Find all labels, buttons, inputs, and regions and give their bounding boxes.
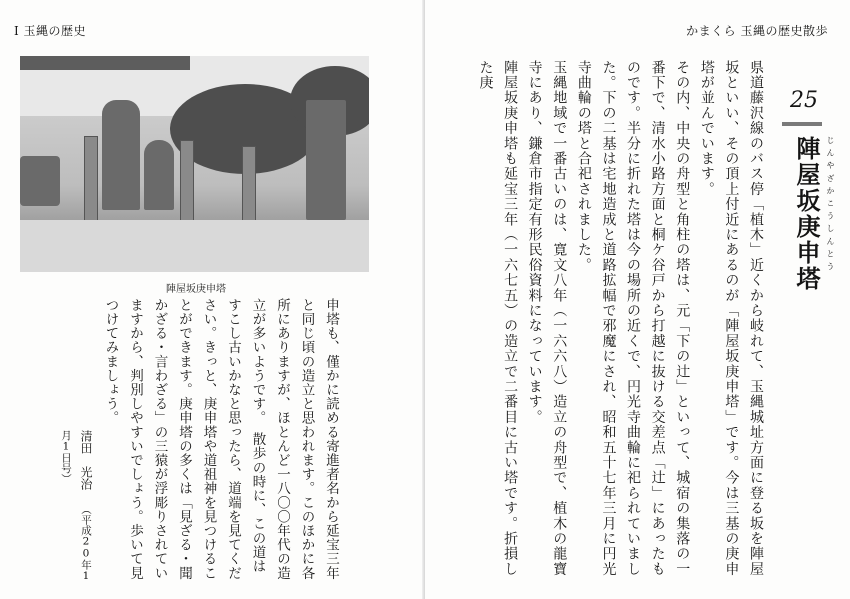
running-head-left: Ⅰ 玉縄の歴史: [14, 24, 87, 38]
photo-ground: [20, 220, 369, 272]
koshinto-photo: [20, 56, 369, 272]
byline: [56, 430, 96, 590]
body-text-left: 申塔も、僅かに読める寄進者名から延宝三年と同じ頃の造立と思われます。このほかに各所にありますが、ほとんど一八〇〇年代の造立が多いようです。 散歩の時に、この道はすこし古いかなと思ったら、道端を見てください。きっと、庚申塔や道祖神を見つけることができます。庚申塔の多くは「見ざる・聞かざる・言わざる」の三猿が浮彫りされていますから、判別しやすいでしょう。歩いて見つけてみましょう。: [102, 298, 339, 580]
photo-stone-pillar: [306, 100, 346, 220]
paragraph: 県道藤沢線のバス停「植木」近くから岐れて、玉縄城址方面に登る坂を陣屋坂といい、その頂上付近にあるのが「陣屋坂庚申塔」です。今は三基の庚申塔が並んでいます。: [698, 60, 764, 577]
title-furigana: じんやざかこうしんとう: [826, 136, 835, 275]
photo-stone-tablet: [102, 100, 140, 210]
paragraph: 玉縄地域で一番古いのは、寛文八年（一六六八）造立の舟型で、植木の龍寶寺にあり、鎌倉市指定有形民俗資料になっています。: [526, 60, 568, 577]
paragraph: その内、中央の舟型と角柱の塔は、元「下の辻」といって、城宿の集落の一番下で、清水小路方面と桐ケ谷戸から打越に抜ける交差点「辻」にあったものです。半分に折れた塔は今の場所の近くで、円光寺曲輪に祀られていました。下の二基は宅地造成と道路拡幅で邪魔にされ、昭和五十七年三月に円光寺曲輪の塔と合祀されました。: [575, 60, 691, 577]
publication-date: （平成20年1月1日号）: [60, 430, 92, 582]
body-text-right: [473, 60, 768, 580]
author-name: 清田 光治: [79, 430, 93, 490]
article-title: 陣屋坂庚申塔: [792, 136, 821, 292]
title-rule: [782, 122, 822, 126]
section-number: 25: [790, 88, 818, 113]
photo-roof: [20, 56, 190, 70]
photo-caption: 陣屋坂庚申塔: [166, 284, 226, 295]
running-head-right: かまくら 玉縄の歴史散歩: [686, 24, 828, 38]
right-page: [425, 0, 850, 599]
photo-stone: [20, 156, 60, 206]
paragraph: 陣屋坂庚申塔も延宝三年（一六七五）の造立で二番目に古い塔です。折損した庚: [477, 60, 519, 577]
photo-stone-tablet: [144, 140, 174, 210]
